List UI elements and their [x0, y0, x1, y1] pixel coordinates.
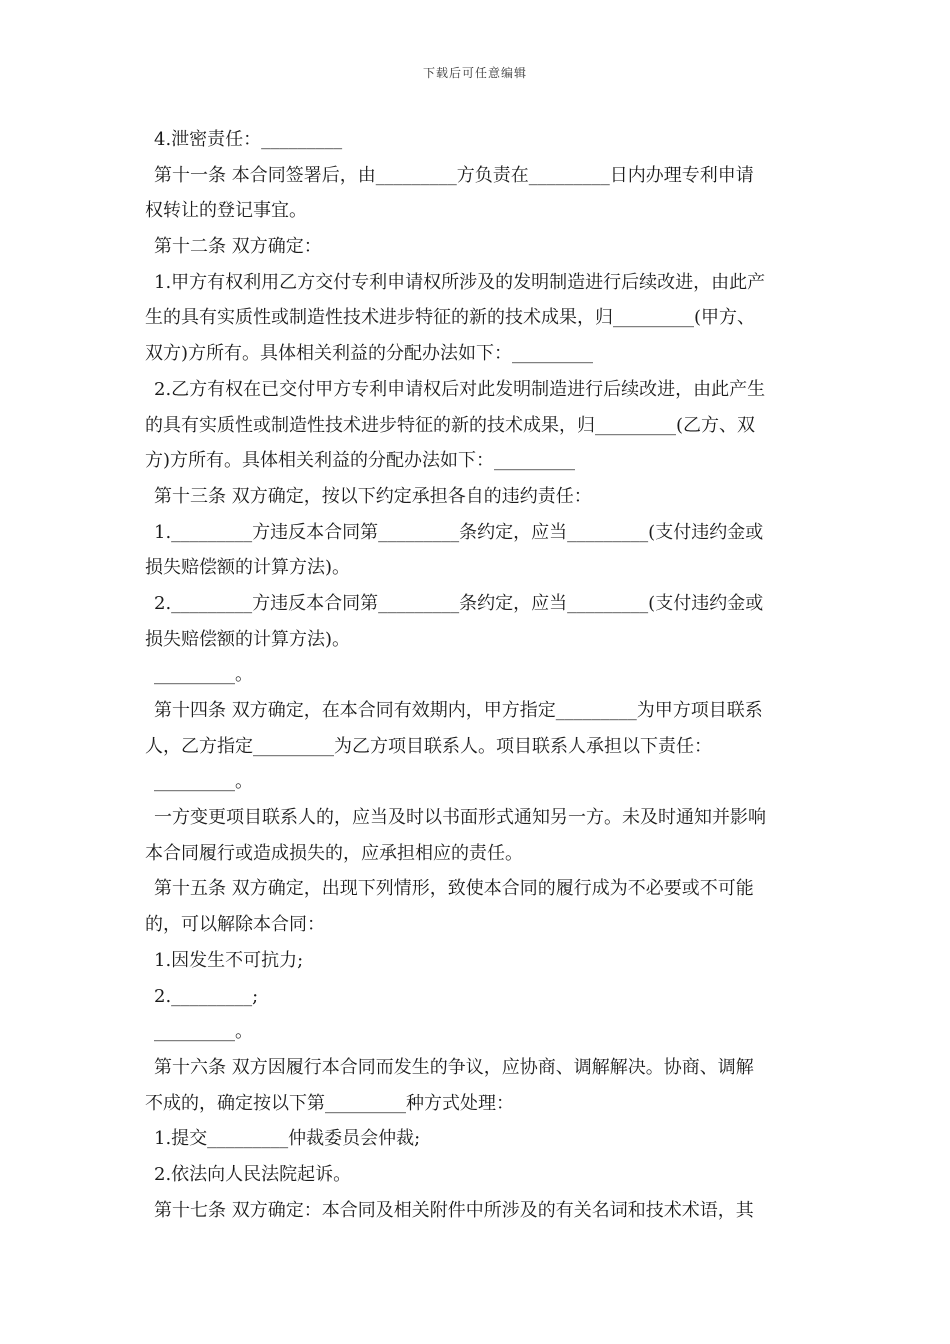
text-line: 损失赔偿额的计算方法)。	[145, 557, 351, 579]
text-line: 生的具有实质性或制造性技术进步特征的新的技术成果，归_________(甲方、	[145, 307, 756, 329]
text-line: 第十一条 本合同签署后，由_________方负责在_________日内办理专利申请	[154, 164, 754, 186]
text-line: 1.甲方有权利用乙方交付专利申请权所涉及的发明制造进行后续改进，由此产	[154, 271, 766, 293]
text-line: 的，可以解除本合同：	[145, 914, 325, 936]
text-line: 权转让的登记事宜。	[145, 200, 307, 222]
text-line: 第十四条 双方确定，在本合同有效期内，甲方指定_________为甲方项目联系	[154, 700, 763, 721]
text-line: 第十六条 双方因履行本合同而发生的争议，应协商、调解解决。协商、调解	[154, 1056, 754, 1078]
text-line: 1.因发生不可抗力;	[154, 949, 304, 971]
text-line: 第十五条 双方确定，出现下列情形，致使本合同的履行成为不必要或不可能	[154, 878, 754, 900]
text-line: _________。	[154, 771, 253, 793]
text-line: 方)方所有。具体相关利益的分配办法如下：_________	[145, 450, 576, 472]
text-line: _________。	[154, 664, 253, 686]
text-line: 2.乙方有权在已交付甲方专利申请权后对此发明制造进行后续改进，由此产生	[154, 378, 766, 400]
text-line: 2._________;	[154, 985, 259, 1007]
text-line: 第十二条 双方确定：	[154, 236, 322, 258]
text-line: 损失赔偿额的计算方法)。	[145, 628, 351, 650]
text-line: 4.泄密责任：_________	[154, 129, 343, 150]
document-body	[145, 122, 810, 1228]
text-line: _________。	[154, 1021, 253, 1043]
text-line: 双方)方所有。具体相关利益的分配办法如下：_________	[145, 343, 594, 365]
text-line: 2.依法向人民法院起诉。	[154, 1163, 352, 1185]
text-line: 人，乙方指定_________为乙方项目联系人。项目联系人承担以下责任：	[145, 735, 712, 757]
text-line: 的具有实质性或制造性技术进步特征的新的技术成果，归_________(乙方、双	[145, 414, 756, 436]
text-line: 第十七条 双方确定：本合同及相关附件中所涉及的有关名词和技术术语，其	[154, 1199, 754, 1221]
text-line: 本合同履行或造成损失的，应承担相应的责任。	[145, 842, 523, 864]
text-line: 1._________方违反本合同第_________条约定，应当_________(支付违约金或	[154, 521, 764, 543]
text-line: 不成的，确定按以下第_________种方式处理：	[145, 1092, 514, 1114]
text-line: 1.提交_________仲裁委员会仲裁;	[154, 1128, 421, 1150]
text-line: 2._________方违反本合同第_________条约定，应当_________(支付违约金或	[154, 592, 764, 614]
page-header-note: 下载后可任意编辑	[422, 66, 527, 80]
text-line: 第十三条 双方确定，按以下约定承担各自的违约责任：	[154, 485, 592, 507]
text-line: 一方变更项目联系人的，应当及时以书面形式通知另一方。未及时通知并影响	[154, 807, 766, 829]
